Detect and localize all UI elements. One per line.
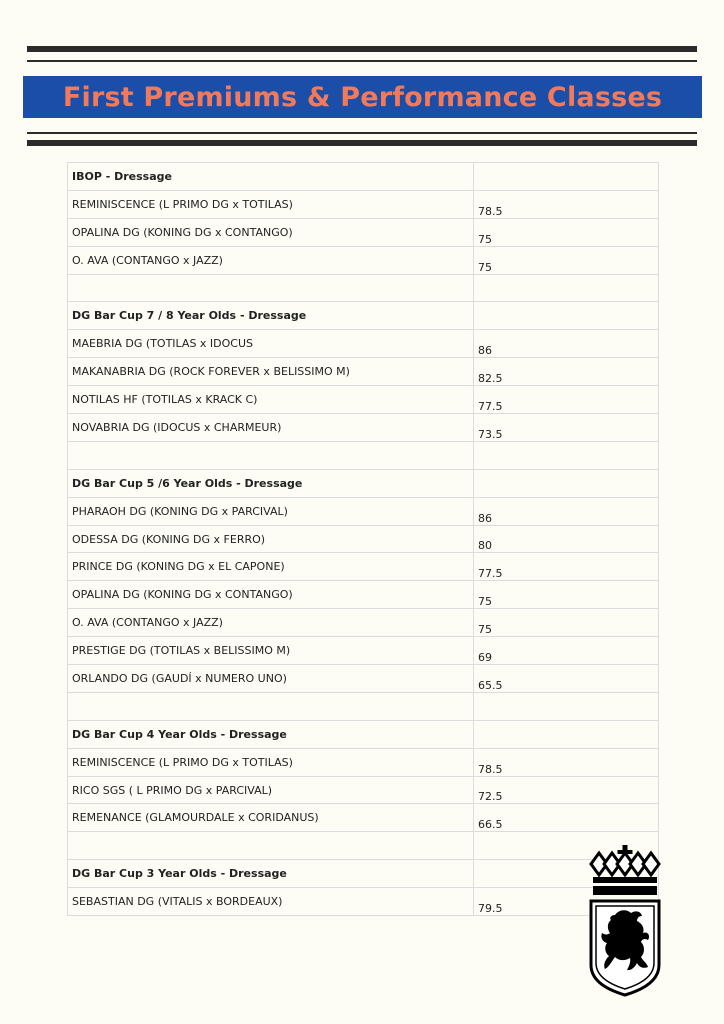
spacer-row <box>68 832 659 860</box>
section-header-row <box>68 860 659 888</box>
score-cell: 75 <box>474 581 659 609</box>
horse-name-cell: RICO SGS ( L PRIMO DG x PARCIVAL) <box>68 776 474 804</box>
horse-name-cell: OPALINA DG (KONING DG x CONTANGO) <box>68 218 474 246</box>
table-row <box>68 190 659 218</box>
horse-name-cell: REMENANCE (GLAMOURDALE x CORIDANUS) <box>68 804 474 832</box>
score-cell: 80 <box>474 525 659 553</box>
table-row <box>68 776 659 804</box>
score-cell: 78.5 <box>474 190 659 218</box>
table-row <box>68 637 659 665</box>
page-title: First Premiums & Performance Classes <box>62 81 663 113</box>
table-row <box>68 414 659 442</box>
horse-name-cell: O. AVA (CONTANGO x JAZZ) <box>68 609 474 637</box>
score-cell: 73.5 <box>474 414 659 442</box>
score-cell: 77.5 <box>474 553 659 581</box>
section-header-row <box>68 302 659 330</box>
score-cell: 69 <box>474 637 659 665</box>
bottom-rule-thick <box>27 140 697 146</box>
section-title: DG Bar Cup 4 Year Olds - Dressage <box>68 720 474 748</box>
score-cell: 86 <box>474 497 659 525</box>
score-cell: 86 <box>474 330 659 358</box>
horse-name-cell: NOVABRIA DG (IDOCUS x CHARMEUR) <box>68 414 474 442</box>
top-rule-thick <box>27 46 697 52</box>
table-row <box>68 609 659 637</box>
section-header-row <box>68 720 659 748</box>
results-table <box>67 162 659 916</box>
horse-name-cell: REMINISCENCE (L PRIMO DG x TOTILAS) <box>68 748 474 776</box>
spacer-row <box>68 441 659 469</box>
horse-name-cell: PRINCE DG (KONING DG x EL CAPONE) <box>68 553 474 581</box>
horse-name-cell: PHARAOH DG (KONING DG x PARCIVAL) <box>68 497 474 525</box>
horse-name-cell: ORLANDO DG (GAUDÍ x NUMERO UNO) <box>68 665 474 693</box>
table-row <box>68 581 659 609</box>
horse-name-cell: REMINISCENCE (L PRIMO DG x TOTILAS) <box>68 190 474 218</box>
score-cell: 75 <box>474 246 659 274</box>
table-row <box>68 888 659 916</box>
table-row <box>68 497 659 525</box>
table-row <box>68 246 659 274</box>
bottom-rule-thin <box>27 132 697 134</box>
crowned-lion-crest-icon <box>585 843 665 998</box>
spacer-row <box>68 692 659 720</box>
section-title: DG Bar Cup 7 / 8 Year Olds - Dressage <box>68 302 474 330</box>
table-row <box>68 218 659 246</box>
spacer-row <box>68 274 659 302</box>
horse-name-cell: NOTILAS HF (TOTILAS x KRACK C) <box>68 386 474 414</box>
horse-name-cell: PRESTIGE DG (TOTILAS x BELISSIMO M) <box>68 637 474 665</box>
table-row <box>68 553 659 581</box>
score-cell: 66.5 <box>474 804 659 832</box>
score-cell: 79.5 <box>474 888 659 916</box>
horse-name-cell: OPALINA DG (KONING DG x CONTANGO) <box>68 581 474 609</box>
title-banner <box>23 76 702 118</box>
table-row <box>68 748 659 776</box>
horse-name-cell: MAKANABRIA DG (ROCK FOREVER x BELISSIMO M) <box>68 358 474 386</box>
table-row <box>68 525 659 553</box>
horse-name-cell: O. AVA (CONTANGO x JAZZ) <box>68 246 474 274</box>
score-cell: 78.5 <box>474 748 659 776</box>
table-row <box>68 330 659 358</box>
score-cell: 75 <box>474 609 659 637</box>
score-cell: 65.5 <box>474 665 659 693</box>
horse-name-cell: SEBASTIAN DG (VITALIS x BORDEAUX) <box>68 888 474 916</box>
section-header-row <box>68 163 659 191</box>
section-header-row <box>68 469 659 497</box>
score-cell: 75 <box>474 218 659 246</box>
section-title: DG Bar Cup 5 /6 Year Olds - Dressage <box>68 469 474 497</box>
table-row <box>68 804 659 832</box>
score-cell: 82.5 <box>474 358 659 386</box>
section-title: IBOP - Dressage <box>68 163 474 191</box>
section-title: DG Bar Cup 3 Year Olds - Dressage <box>68 860 474 888</box>
table-row <box>68 386 659 414</box>
table-row <box>68 665 659 693</box>
score-cell: 77.5 <box>474 386 659 414</box>
horse-name-cell: ODESSA DG (KONING DG x FERRO) <box>68 525 474 553</box>
horse-name-cell: MAEBRIA DG (TOTILAS x IDOCUS <box>68 330 474 358</box>
table-row <box>68 358 659 386</box>
top-rule-thin <box>27 60 697 62</box>
score-cell: 72.5 <box>474 776 659 804</box>
